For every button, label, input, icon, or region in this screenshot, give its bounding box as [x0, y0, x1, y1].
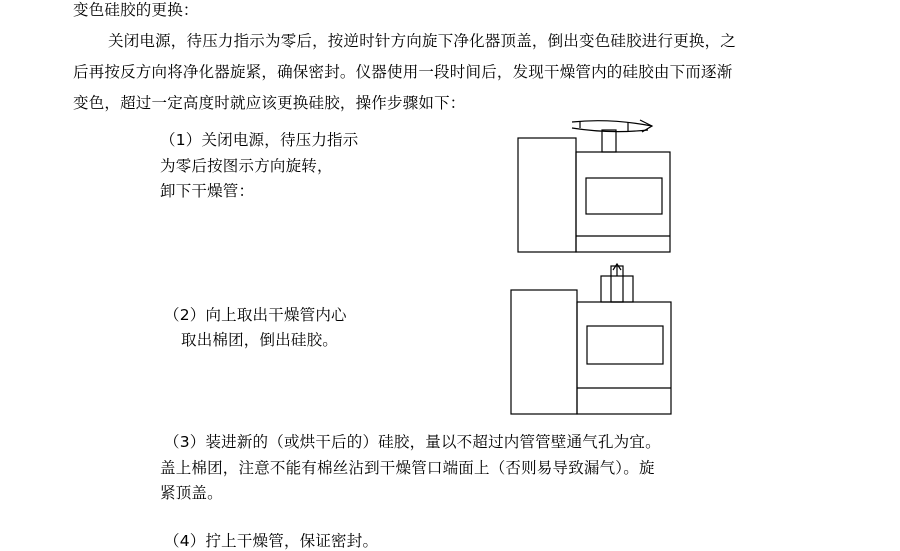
instrument-left-panel-2 — [511, 290, 577, 414]
intro-line-1: 关闭电源，待压力指示为零后，按逆时针方向旋下净化器顶盖，倒出变色硅胶进行更换，之 — [108, 32, 737, 50]
step4-line-1: （4）拧上干燥管，保证密封。 — [164, 532, 379, 550]
instrument-left-panel — [518, 138, 576, 252]
instrument-body — [576, 152, 670, 252]
step3-line-1: （3）装进新的（或烘干后的）硅胶，量以不超过内管管壁通气孔为宜。 — [164, 433, 661, 451]
intro-line-2: 后再按反方向将净化器旋紧，确保密封。仪器使用一段时间后，发现干燥管内的硅胶由下而逐渐 — [73, 63, 733, 81]
figure-remove-inner-core — [505, 262, 680, 420]
step1-line-3: 卸下干燥管： — [160, 182, 255, 200]
step3-line-2: 盖上棉团，注意不能有棉丝沾到干燥管口端面上（否则易导致漏气）。旋 — [160, 459, 655, 477]
step3-line-3: 紧顶盖。 — [160, 484, 223, 502]
step1-line-1: （1）关闭电源，待压力指示 — [160, 131, 359, 149]
step1-line-2: 为零后按图示方向旋转， — [160, 157, 333, 175]
display-window — [586, 178, 662, 214]
figure-unscrew-drying-tube — [510, 108, 680, 258]
display-window-2 — [587, 326, 663, 364]
rotation-arrow-top — [572, 121, 652, 126]
step2-line-2: 取出棉团，倒出硅胶。 — [181, 331, 339, 349]
section-heading: 变色硅胶的更换： — [73, 1, 199, 19]
instrument-body-2 — [577, 302, 671, 414]
step2-line-1: （2）向上取出干燥管内心 — [164, 306, 347, 324]
intro-line-3: 变色，超过一定高度时就应该更换硅胶，操作步骤如下： — [73, 94, 466, 112]
drying-tube-outer — [601, 276, 633, 302]
drying-tube — [602, 130, 616, 152]
